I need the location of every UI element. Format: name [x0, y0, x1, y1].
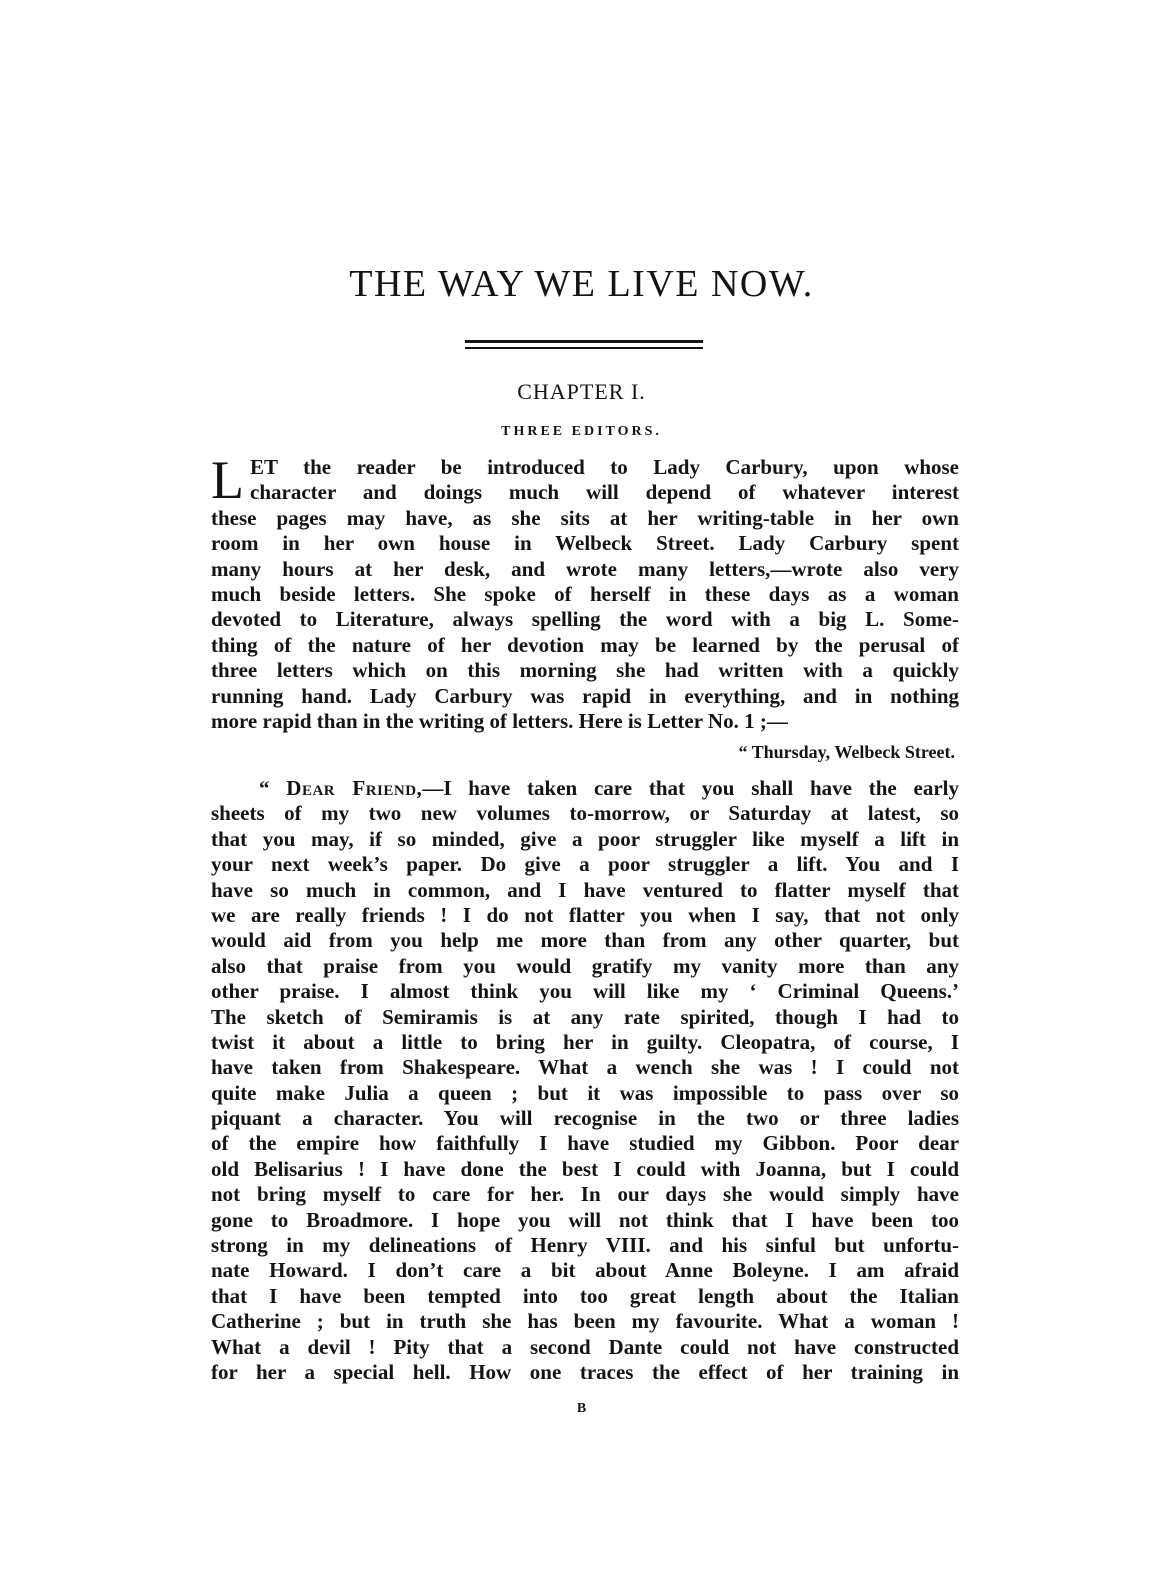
letter-line: have taken from Shakespeare. What a wench she was ! I could not	[211, 1055, 959, 1080]
letter-line: your next week’s paper. Do give a poor struggler a lift. You and I	[211, 852, 959, 877]
title-rule-thick	[465, 340, 703, 343]
title-rule-thin	[465, 347, 703, 349]
letter-line: of the empire how faithfully I have studied my Gibbon. Poor dear	[211, 1131, 959, 1156]
paragraph-line: thing of the nature of her devotion may be learned by the perusal of	[211, 632, 959, 657]
letter-line: also that praise from you would gratify my vanity more than any	[211, 953, 959, 978]
letter-line: The sketch of Semiramis is at any rate spirited, though I had to	[211, 1004, 959, 1029]
signature-mark: B	[576, 1401, 587, 1416]
paragraph-line: three letters which on this morning she had written with a quickly	[211, 658, 959, 683]
letter-line: nate Howard. I don’t care a bit about Anne Boleyne. I am afraid	[211, 1258, 959, 1283]
letter-line: that you may, if so minded, give a poor struggler like myself a lift in	[211, 826, 959, 851]
letter-line: piquant a character. You will recognise in the two or three ladies	[211, 1106, 959, 1131]
letter-line: have so much in common, and I have ventured to flatter myself that	[211, 877, 959, 902]
paragraph-line: devoted to Literature, always spelling the word with a big L. Some-	[211, 607, 959, 632]
letter-body	[211, 776, 959, 1385]
drop-cap: L	[211, 450, 244, 510]
letter-line-rest: —I have taken care that you shall have the early	[422, 776, 959, 800]
letter-line: not bring myself to care for her. In our days she would simply have	[211, 1182, 959, 1207]
letter-line: What a devil ! Pity that a second Dante could not have constructed	[211, 1334, 959, 1359]
chapter-subtitle: THREE EDITORS.	[501, 424, 662, 439]
letter-line: sheets of my two new volumes to-morrow, or Saturday at latest, so	[211, 801, 959, 826]
letter-salutation: Dear Friend,	[286, 776, 423, 800]
letter-salutation-line	[211, 776, 959, 801]
paragraph-line: many hours at her desk, and wrote many letters,—wrote also very	[211, 556, 959, 581]
letter-dateline: “ Thursday, Welbeck Street.	[738, 742, 955, 762]
book-title: THE WAY WE LIVE NOW.	[349, 263, 814, 305]
letter-line: old Belisarius ! I have done the best I could with Joanna, but I could	[211, 1156, 959, 1181]
paragraph-line: character and doings much will depend of whatever interest	[250, 480, 959, 505]
letter-line: gone to Broadmore. I hope you will not think that I have been too	[211, 1207, 959, 1232]
paragraph-line: room in her own house in Welbeck Street. Lady Carbury spent	[211, 531, 959, 556]
letter-line: twist it about a little to bring her in guilty. Cleopatra, of course, I	[211, 1029, 959, 1054]
paragraph-line: ET the reader be introduced to Lady Carbury, upon whose	[250, 455, 959, 479]
letter-line: we are really friends ! I do not flatter you when I say, that not only	[211, 902, 959, 927]
letter-line: would aid from you help me more than from any other quarter, but	[211, 928, 959, 953]
opening-paragraph	[211, 450, 959, 734]
letter-line: Catherine ; but in truth she has been my favourite. What a woman !	[211, 1309, 959, 1334]
open-quote: “	[259, 776, 287, 800]
letter-line: for her a special hell. How one traces the effect of her training in	[211, 1359, 959, 1384]
letter-line: quite make Julia a queen ; but it was impossible to pass over so	[211, 1080, 959, 1105]
chapter-heading: CHAPTER I.	[517, 379, 646, 404]
paragraph-line: much beside letters. She spoke of herself in these days as a woman	[211, 581, 959, 606]
paragraph-line: running hand. Lady Carbury was rapid in everything, and in nothing	[211, 683, 959, 708]
paragraph-line: more rapid than in the writing of letters. Here is Letter No. 1 ;—	[211, 708, 788, 733]
paragraph-line: these pages may have, as she sits at her writing-table in her own	[211, 505, 959, 530]
letter-line: other praise. I almost think you will like my ‘ Criminal Queens.’	[211, 979, 959, 1004]
letter-line: that I have been tempted into too great length about the Italian	[211, 1283, 959, 1308]
letter-line: strong in my delineations of Henry VIII. and his sinful but unfortu-	[211, 1233, 959, 1258]
